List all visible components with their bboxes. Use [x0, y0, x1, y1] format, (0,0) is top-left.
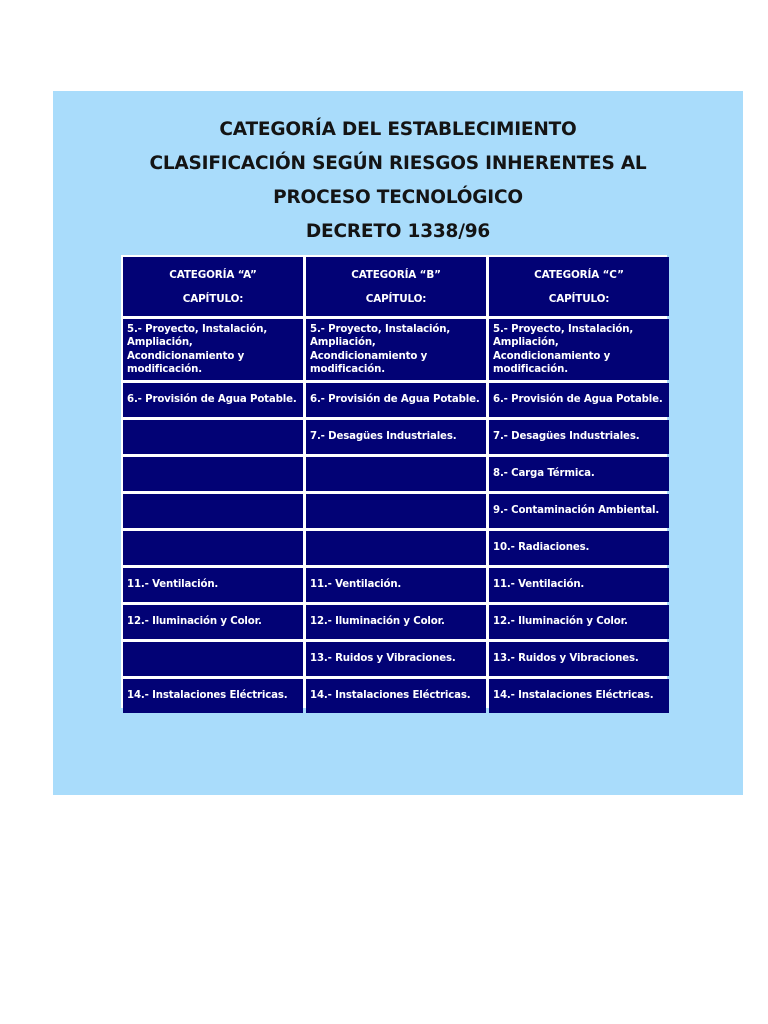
table-cell	[489, 420, 669, 454]
document-panel	[53, 91, 743, 795]
table-cell	[489, 383, 669, 417]
table-cell	[123, 568, 303, 602]
cell-text: 12.- Iluminación y Color.	[310, 616, 445, 628]
header-category-c	[489, 257, 669, 316]
table-cell-empty	[123, 642, 303, 676]
table-cell	[489, 605, 669, 639]
cell-text: 13.- Ruidos y Vibraciones.	[310, 653, 456, 665]
table-cell-empty	[123, 420, 303, 454]
table-cell	[306, 319, 486, 380]
table-cell	[123, 605, 303, 639]
table-cell	[123, 383, 303, 417]
table-cell-empty	[306, 494, 486, 528]
table-cell	[489, 457, 669, 491]
table-cell	[489, 642, 669, 676]
header-chapter-label: CAPÍTULO:	[182, 292, 244, 305]
table-cell-empty	[306, 531, 486, 565]
cell-text: 14.- Instalaciones Eléctricas.	[310, 690, 471, 702]
cell-text: 5.- Proyecto, Instalación, Ampliación, Acondicionamiento y modificación.	[493, 323, 634, 375]
header-category-b	[306, 257, 486, 316]
table-cell	[489, 679, 669, 713]
title-line-1: CATEGORÍA DEL ESTABLECIMIENTO	[219, 119, 577, 140]
cell-text: 11.- Ventilación.	[493, 579, 585, 591]
cell-text: 6.- Provisión de Agua Potable.	[127, 394, 297, 406]
header-chapter-label: CAPÍTULO:	[365, 292, 427, 305]
header-chapter-label: CAPÍTULO:	[548, 292, 610, 305]
cell-text: 8.- Carga Térmica.	[493, 468, 595, 480]
cell-text: 7.- Desagües Industriales.	[310, 431, 457, 443]
cell-text: 11.- Ventilación.	[310, 579, 402, 591]
cell-text: 9.- Contaminación Ambiental.	[493, 505, 660, 517]
table-cell	[306, 605, 486, 639]
document-title	[53, 113, 743, 249]
header-category-label: CATEGORÍA “C”	[534, 268, 624, 281]
header-category-a	[123, 257, 303, 316]
table-cell-empty	[123, 494, 303, 528]
cell-text: 5.- Proyecto, Instalación, Ampliación, Acondicionamiento y modificación.	[310, 323, 451, 375]
cell-text: 5.- Proyecto, Instalación, Ampliación, Acondicionamiento y modificación.	[127, 323, 268, 375]
cell-text: 12.- Iluminación y Color.	[127, 616, 262, 628]
table-cell	[489, 494, 669, 528]
cell-text: 12.- Iluminación y Color.	[493, 616, 628, 628]
table-cell	[489, 319, 669, 380]
header-category-label: CATEGORÍA “A”	[169, 268, 257, 281]
table-cell-empty	[306, 457, 486, 491]
header-category-label: CATEGORÍA “B”	[351, 268, 441, 281]
table-cell	[306, 420, 486, 454]
cell-text: 10.- Radiaciones.	[493, 542, 590, 554]
table-cell	[306, 568, 486, 602]
table-cell-empty	[123, 531, 303, 565]
title-line-2: CLASIFICACIÓN SEGÚN RIESGOS INHERENTES AL	[149, 153, 647, 174]
table-cell	[123, 679, 303, 713]
table-cell	[489, 531, 669, 565]
title-line-4: DECRETO 1338/96	[305, 221, 491, 242]
cell-text: 14.- Instalaciones Eléctricas.	[493, 690, 654, 702]
cell-text: 13.- Ruidos y Vibraciones.	[493, 653, 639, 665]
table-cell-empty	[123, 457, 303, 491]
table-cell	[489, 568, 669, 602]
title-line-3: PROCESO TECNOLÓGICO	[273, 187, 523, 208]
table-cell	[306, 679, 486, 713]
cell-text: 14.- Instalaciones Eléctricas.	[127, 690, 288, 702]
category-table	[121, 255, 667, 708]
cell-text: 6.- Provisión de Agua Potable.	[310, 394, 480, 406]
cell-text: 7.- Desagües Industriales.	[493, 431, 640, 443]
cell-text: 11.- Ventilación.	[127, 579, 219, 591]
table-cell	[306, 642, 486, 676]
table-cell	[123, 319, 303, 380]
cell-text: 6.- Provisión de Agua Potable.	[493, 394, 663, 406]
table-cell	[306, 383, 486, 417]
